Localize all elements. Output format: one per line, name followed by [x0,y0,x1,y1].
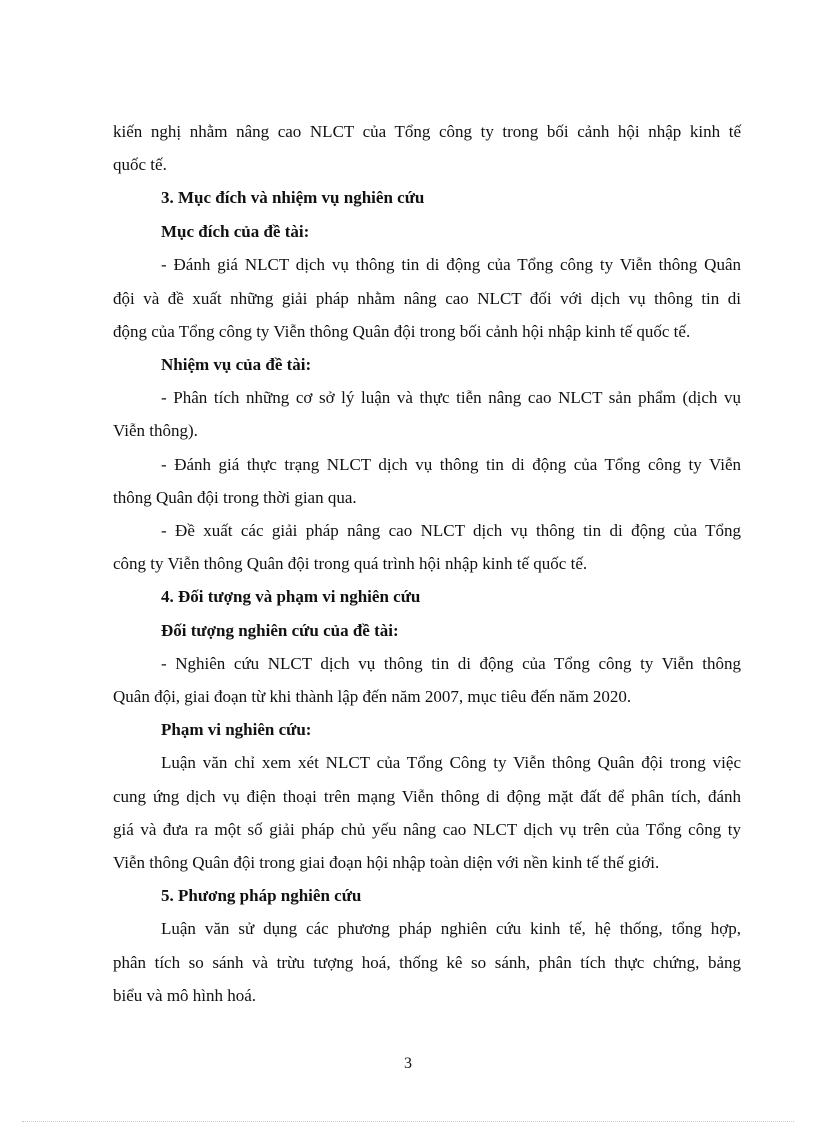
page-edge-divider [22,1121,794,1122]
subheading-tasks: Nhiệm vụ của đề tài: [161,355,312,374]
paragraph-line: - Đánh giá NLCT dịch vụ thông tin di động của Tổng công ty Viễn thông Quân [161,255,741,274]
paragraph-line: quốc tế. [113,155,167,174]
paragraph-line: biểu và mô hình hoá. [113,986,257,1005]
paragraph-line: công ty Viễn thông Quân đội trong quá trình hội nhập kinh tế quốc tế. [113,554,588,573]
paragraph-line: Quân đội, giai đoạn từ khi thành lập đến năm 2007, mục tiêu đến năm 2020. [113,687,632,706]
paragraph-line: động của Tổng công ty Viễn thông Quân đội trong bối cảnh hội nhập kinh tế quốc tế. [113,322,691,341]
paragraph-line: - Đánh giá thực trạng NLCT dịch vụ thông tin di động của Tổng công ty Viễn [161,455,741,474]
paragraph-line: Viễn thông Quân đội trong giai đoạn hội nhập toàn diện với nền kinh tế thế giới. [113,853,660,872]
section-heading-3: 3. Mục đích và nhiệm vụ nghiên cứu [161,188,425,207]
paragraph-line: Viễn thông). [113,421,198,440]
paragraph-line: - Đề xuất các giải pháp nâng cao NLCT dịch vụ thông tin di động của Tổng [161,521,741,540]
paragraph-line: thông Quân đội trong thời gian qua. [113,488,357,507]
paragraph-line: - Nghiên cứu NLCT dịch vụ thông tin di động của Tổng công ty Viễn thông [161,654,741,673]
paragraph-line: giá và đưa ra một số giải pháp chủ yếu nâng cao NLCT dịch vụ trên của Tổng công ty [113,820,741,839]
paragraph-line: - Phân tích những cơ sở lý luận và thực tiễn nâng cao NLCT sản phẩm (dịch vụ [161,388,741,407]
page-number: 3 [404,1055,412,1072]
paragraph-line: Luận văn chỉ xem xét NLCT của Tổng Công ty Viễn thông Quân đội trong việc [161,753,741,772]
paragraph-line: Luận văn sử dụng các phương pháp nghiên cứu kinh tế, hệ thống, tổng hợp, [161,919,741,938]
section-heading-5: 5. Phương pháp nghiên cứu [161,886,362,905]
subheading-scope: Phạm vi nghiên cứu: [161,720,312,739]
section-heading-4: 4. Đối tượng và phạm vi nghiên cứu [161,587,421,606]
subheading-purpose: Mục đích của đề tài: [161,222,310,241]
paragraph-line: cung ứng dịch vụ điện thoại trên mạng Viễn thông di động mặt đất để phân tích, đánh [113,787,741,806]
subheading-object: Đối tượng nghiên cứu của đề tài: [161,621,399,640]
paragraph-line: kiến nghị nhằm nâng cao NLCT của Tổng công ty trong bối cảnh hội nhập kinh tế [113,122,741,141]
paragraph-line: đội và đề xuất những giải pháp nhằm nâng cao NLCT đối với dịch vụ thông tin di [113,289,741,308]
paragraph-line: phân tích so sánh và trừu tượng hoá, thống kê so sánh, phân tích thực chứng, bảng [113,953,741,972]
